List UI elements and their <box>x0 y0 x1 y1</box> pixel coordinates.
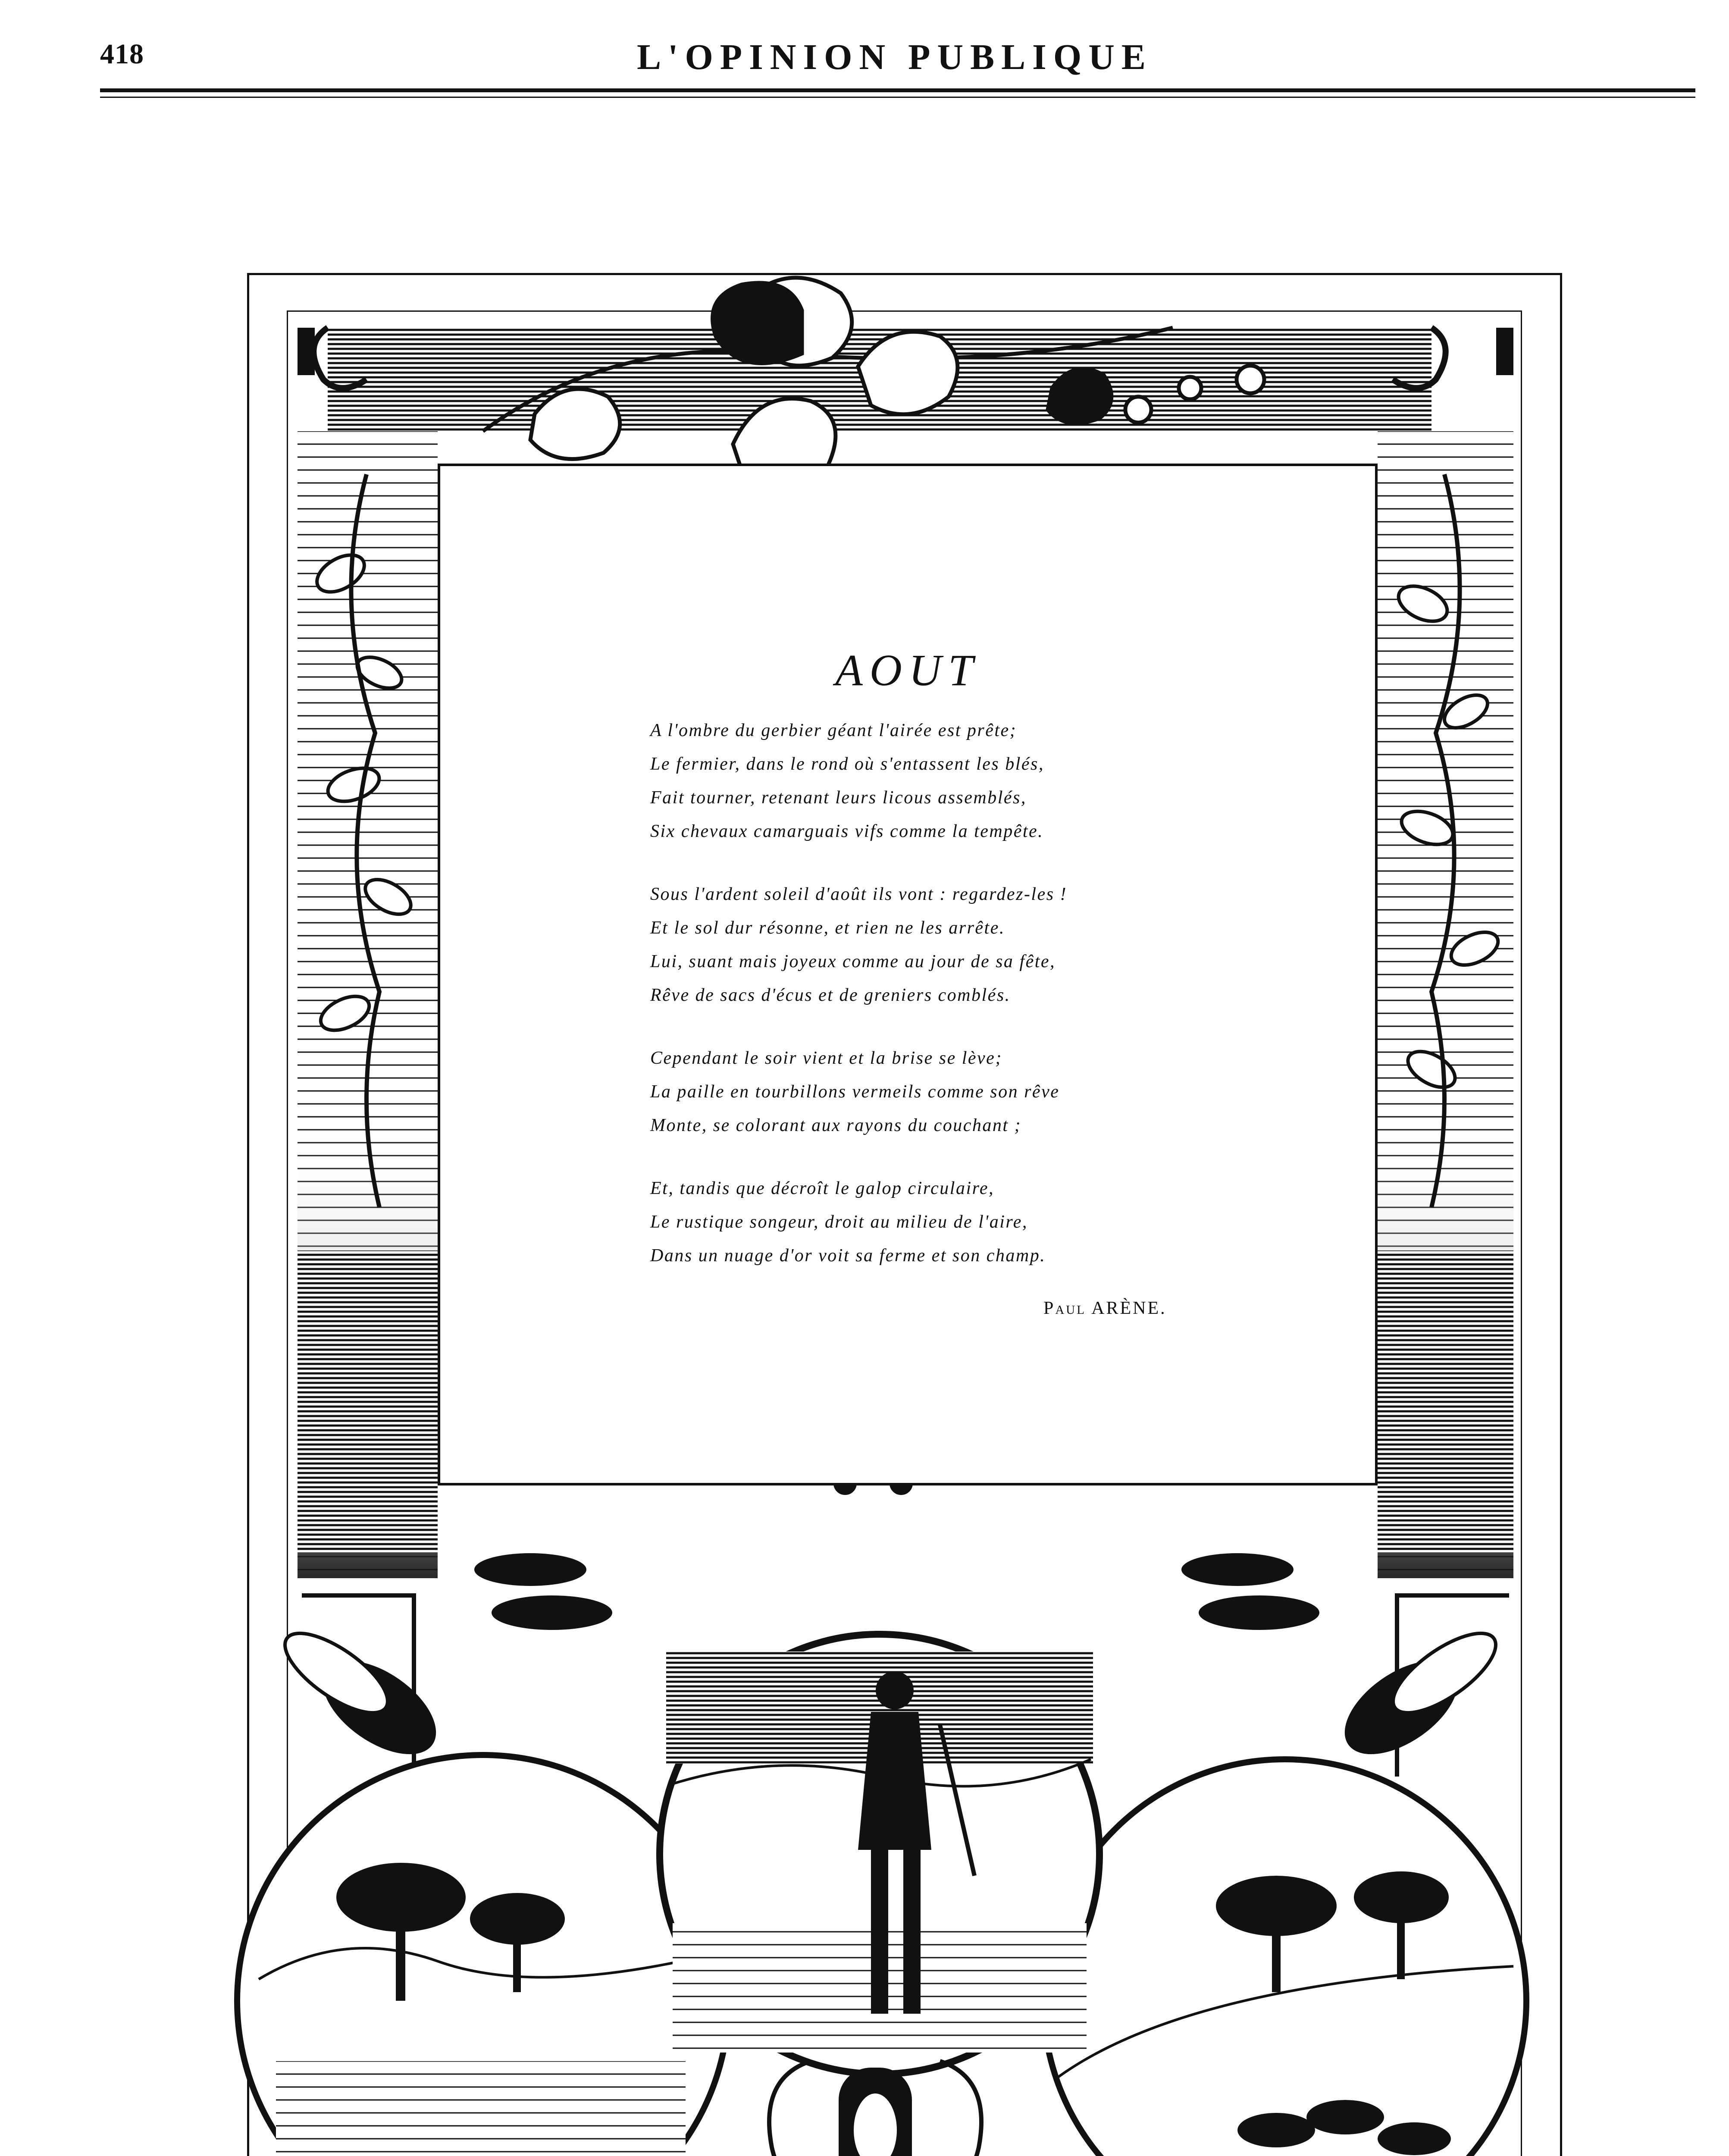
bee-left <box>273 1619 452 1773</box>
stanza-3 <box>650 1041 1067 1142</box>
bottom-cartouche <box>769 2061 981 2156</box>
verse-line: Le fermier, dans le rond où s'entassent les blés, <box>650 754 1044 774</box>
right-medallion-horses <box>1043 1759 1526 2156</box>
stanza-2 <box>650 877 1067 1012</box>
verse-line: A l'ombre du gerbier géant l'airée est prête; <box>650 721 1017 740</box>
journal-title: L'OPINION PUBLIQUE <box>637 37 1153 77</box>
verse-line: La paille en tourbillons vermeils comme son rêve <box>650 1082 1060 1102</box>
center-medallion-farmer <box>660 1634 1099 2074</box>
verse-line: Dans un nuage d'or voit sa ferme et son champ. <box>650 1246 1046 1266</box>
stanza-1 <box>650 714 1067 848</box>
verse-line: Et, tandis que décroît le galop circulaire, <box>650 1178 995 1198</box>
verse-line: Six chevaux camarguais vifs comme la tempête. <box>650 821 1044 841</box>
wheat-sheaves <box>474 1553 1319 1630</box>
verse-line: Monte, se colorant aux rayons du couchant ; <box>650 1116 1022 1135</box>
verse-line: Rêve de sacs d'écus et de greniers comblés. <box>650 985 1011 1005</box>
bee-right <box>1328 1619 1507 1773</box>
left-medallion-landscape <box>237 1755 729 2156</box>
poem-stanzas <box>650 714 1067 1302</box>
verse-line: Le rustique songeur, droit au milieu de l'aire, <box>650 1212 1028 1232</box>
verse-line: Fait tourner, retenant leurs licous assemblés, <box>650 788 1027 808</box>
verse-line: Cependant le soir vient et la brise se lève; <box>650 1048 1002 1068</box>
stanza-4 <box>650 1172 1067 1272</box>
poem-author: Paul ARÈNE. <box>1043 1298 1167 1318</box>
poem-title: AOUT <box>835 645 980 695</box>
verse-line: Sous l'ardent soleil d'août ils vont : regardez-les ! <box>650 884 1068 904</box>
verse-line: Et le sol dur résonne, et rien ne les arrête. <box>650 918 1005 938</box>
verse-line: Lui, suant mais joyeux comme au jour de sa fête, <box>650 952 1056 971</box>
page-number: 418 <box>100 38 144 70</box>
